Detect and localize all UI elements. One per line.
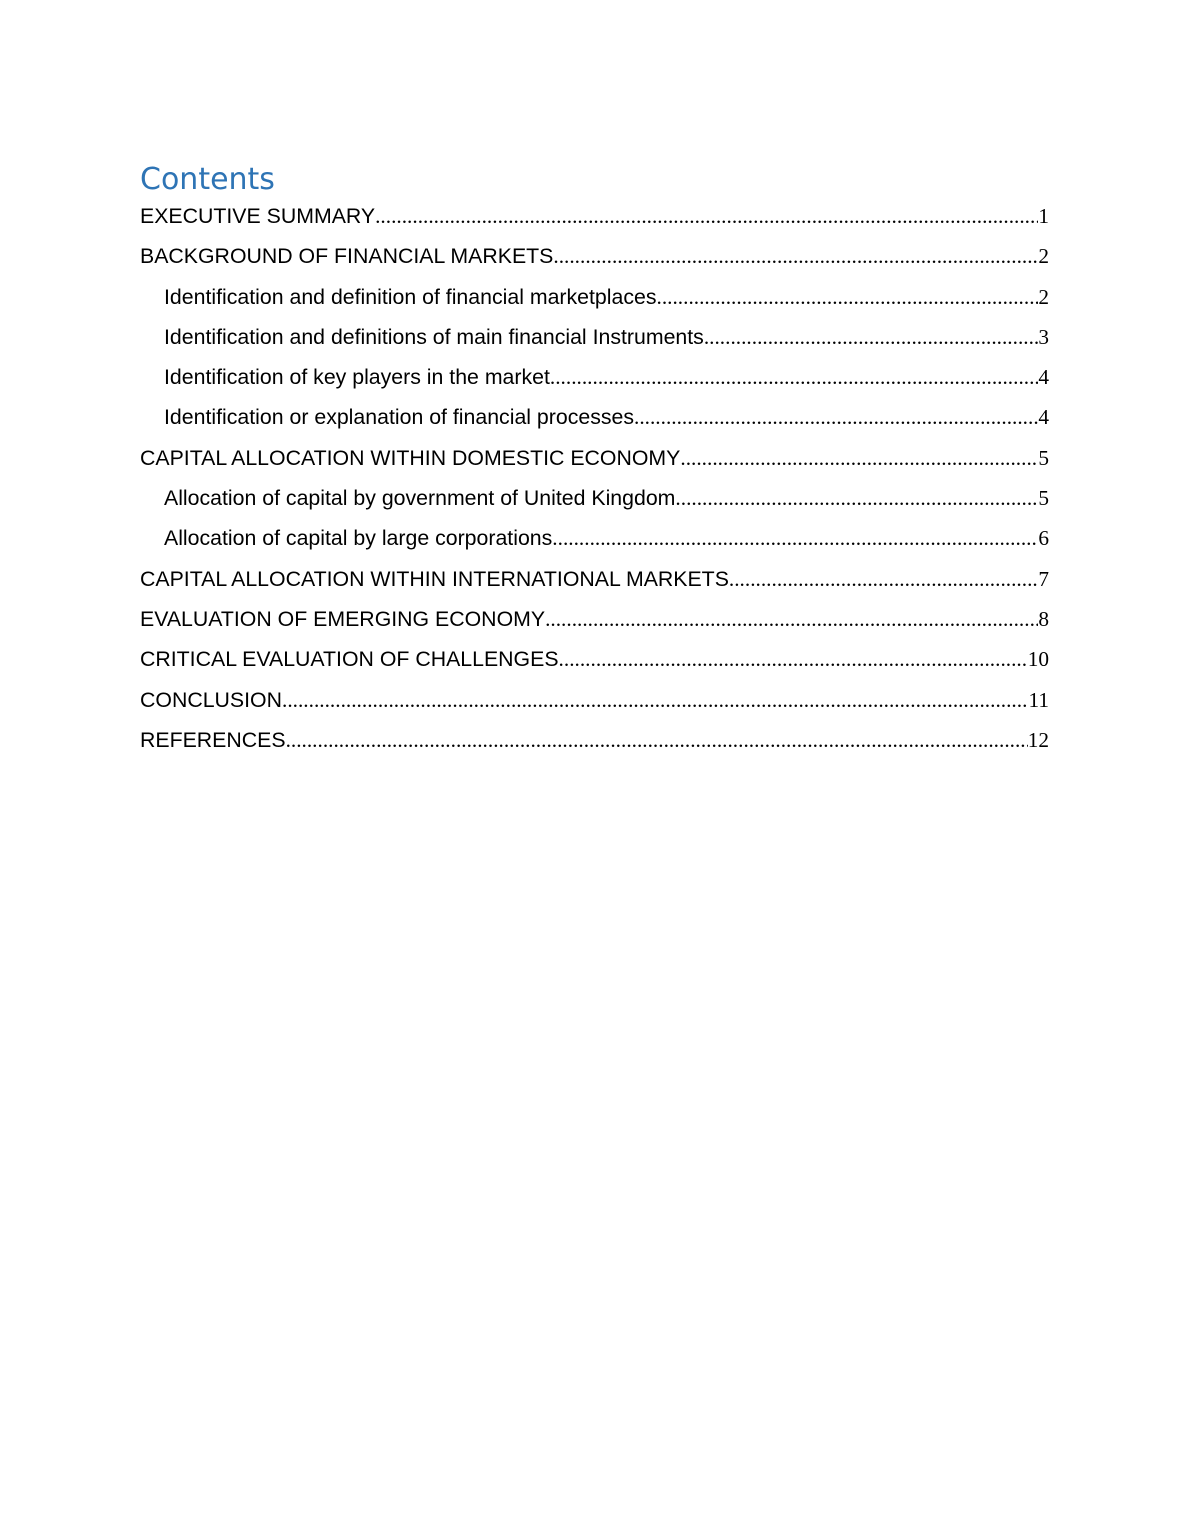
toc-entry-page-number: 4 <box>1038 405 1049 430</box>
toc-entry-title: Identification and definition of financial marketplaces <box>164 284 657 309</box>
toc-entry[interactable] <box>140 236 1049 276</box>
toc-subentry[interactable] <box>140 518 1049 558</box>
toc-subentry[interactable] <box>140 397 1049 437</box>
toc-dot-leader <box>634 397 1038 437</box>
toc-entry-title: CAPITAL ALLOCATION WITHIN DOMESTIC ECONOMY <box>140 445 681 470</box>
toc-entry[interactable] <box>140 438 1049 478</box>
toc-heading: Contents <box>140 162 275 197</box>
toc-dot-leader <box>657 277 1039 317</box>
toc-dot-leader <box>552 518 1038 558</box>
toc-entry-title: Identification or explanation of financial processes <box>164 405 634 430</box>
toc-entry-page-number: 12 <box>1027 727 1049 752</box>
toc-entry-title: CAPITAL ALLOCATION WITHIN INTERNATIONAL MARKETS <box>140 566 729 591</box>
toc-entry-title: Allocation of capital by government of United Kingdom <box>164 486 676 511</box>
toc-entry-title: EVALUATION OF EMERGING ECONOMY <box>140 606 546 631</box>
toc-entry[interactable] <box>140 680 1049 720</box>
toc-dot-leader <box>729 559 1038 599</box>
toc-entry-title: REFERENCES <box>140 727 286 752</box>
toc-dot-leader <box>550 357 1038 397</box>
toc-dot-leader <box>282 680 1028 720</box>
toc-entry-page-number: 8 <box>1038 606 1049 631</box>
toc-dot-leader <box>286 720 1028 760</box>
toc-entry-title: CRITICAL EVALUATION OF CHALLENGES <box>140 647 559 672</box>
toc-entry-page-number: 2 <box>1038 244 1049 269</box>
toc-entry-page-number: 10 <box>1027 647 1049 672</box>
toc-dot-leader <box>553 236 1038 276</box>
toc-entry[interactable] <box>140 559 1049 599</box>
toc-subentry[interactable] <box>140 478 1049 518</box>
toc-entry-page-number: 5 <box>1038 486 1049 511</box>
table-of-contents <box>140 196 1049 760</box>
toc-dot-leader <box>375 196 1038 236</box>
toc-entry-title: Identification of key players in the market <box>164 365 550 390</box>
toc-entry[interactable] <box>140 720 1049 760</box>
toc-dot-leader <box>559 639 1028 679</box>
toc-entry[interactable] <box>140 196 1049 236</box>
toc-entry-title: Identification and definitions of main financial Instruments <box>164 324 704 349</box>
toc-entry-page-number: 6 <box>1038 526 1049 551</box>
toc-dot-leader <box>675 478 1038 518</box>
toc-entry-title: EXECUTIVE SUMMARY <box>140 204 376 228</box>
toc-entry-page-number: 11 <box>1028 687 1049 712</box>
toc-subentry[interactable] <box>140 317 1049 357</box>
toc-entry-page-number: 4 <box>1038 365 1049 390</box>
toc-entry-page-number: 2 <box>1038 284 1049 309</box>
toc-entry-title: CONCLUSION <box>140 687 282 712</box>
toc-entry-title: BACKGROUND OF FINANCIAL MARKETS <box>140 244 554 269</box>
toc-subentry[interactable] <box>140 357 1049 397</box>
toc-dot-leader <box>704 317 1039 357</box>
toc-entry-page-number: 5 <box>1038 445 1049 470</box>
toc-subentry[interactable] <box>140 277 1049 317</box>
toc-entry-page-number: 7 <box>1038 566 1049 591</box>
toc-entry[interactable] <box>140 599 1049 639</box>
toc-entry[interactable] <box>140 639 1049 679</box>
toc-entry-title: Allocation of capital by large corporations <box>164 526 553 551</box>
toc-dot-leader <box>545 599 1038 639</box>
toc-entry-page-number: 1 <box>1038 204 1049 228</box>
toc-dot-leader <box>680 438 1038 478</box>
toc-entry-page-number: 3 <box>1038 324 1049 349</box>
